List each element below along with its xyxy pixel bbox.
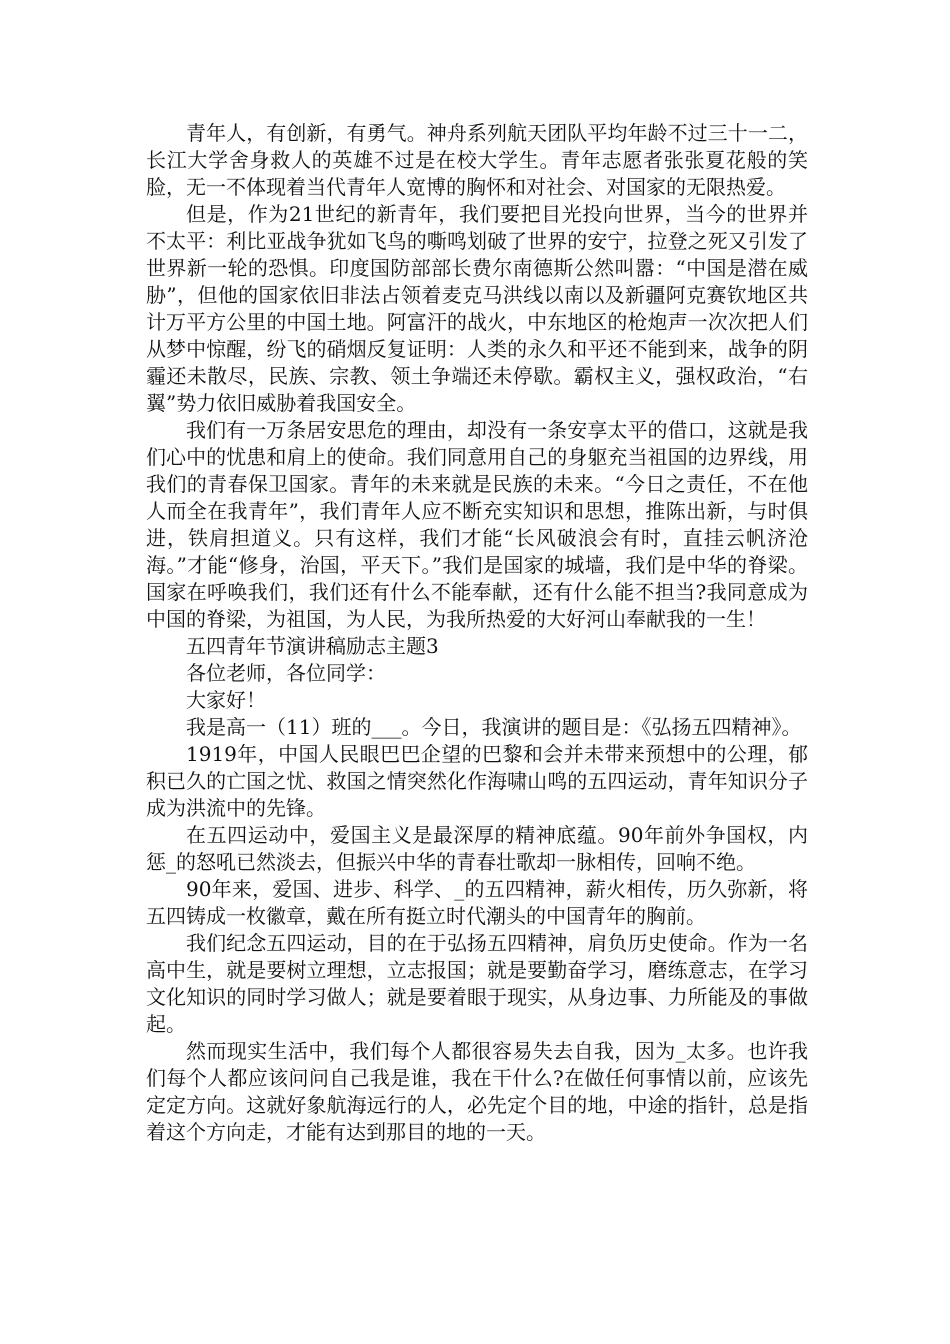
paragraph-1919: 1919年，中国人民眼巴巴企望的巴黎和会并未带来预想中的公理，郁积已久的亡国之忧、救国之情突然化作海啸山鸣的五四运动，青年知识分子成为洪流中的先锋。 — [146, 742, 808, 820]
document-page — [146, 120, 808, 1146]
paragraph-direction: 然而现实生活中，我们每个人都很容易失去自我，因为_太多。也许我们每个人都应该问问自己我是谁，我在干什么?在做任何事情以前，应该先定定方向。这就好象航海远行的人，必先定个目的地，中途的指针，总是指着这个方向走，才能有达到那目的地的一天。 — [146, 1039, 808, 1144]
paragraph-world-not-peaceful: 但是，作为21世纪的新青年，我们要把目光投向世界，当今的世界并不太平：利比亚战争犹如飞鸟的嘶鸣划破了世界的安宁，拉登之死又引发了世界新一轮的恐惧。印度国防部部长费尔南德斯公然叫嚣：“中国是潜在威胁”，但他的国家依旧非法占领着麦克马洪线以南以及新疆阿克赛钦地区共计万平方公里的中国土地。阿富汗的战火，中东地区的枪炮声一次次把人们从梦中惊醒，纷飞的硝烟反复证明：人类的永久和平还不能到来，战争的阴霾还未散尽，民族、宗教、领土争端还未停歇。霸权主义，强权政治，“右翼”势力依旧威胁着我国安全。 — [146, 202, 808, 415]
paragraph-youth-innovation: 青年人，有创新，有勇气。神舟系列航天团队平均年龄不过三十一二，长江大学舍身救人的英雄不过是在校大学生。青年志愿者张张夏花般的笑脸，无一不体现着当代青年人宽博的胸怀和对社会、对国家的无限热爱。 — [146, 121, 808, 199]
paragraph-patriotism: 在五四运动中，爱国主义是最深厚的精神底蕴。90年前外争国权，内惩_的怒吼已然淡去，但振兴中华的青春壮歌却一脉相传，回响不绝。 — [146, 823, 808, 874]
hello-line: 大家好！ — [186, 688, 266, 712]
paragraph-90-years: 90年来，爱国、进步、科学、_的五四精神，薪火相传，历久弥新，将五四铸成一枚徽章，戴在所有挺立时代潮头的中国青年的胸前。 — [146, 877, 808, 928]
section-title: 五四青年节演讲稿励志主题3 — [186, 634, 439, 658]
paragraph-commemorate: 我们纪念五四运动，目的在于弘扬五四精神，肩负历史使命。作为一名高中生，就是要树立理想，立志报国；就是要勤奋学习，磨练意志，在学习文化知识的同时学习做人；就是要着眼于现实，从身边事、力所能及的事做起。 — [146, 931, 808, 1036]
greeting-line: 各位老师，各位同学： — [186, 661, 386, 685]
paragraph-mission: 我们有一万条居安思危的理由，却没有一条安享太平的借口，这就是我们心中的忧患和肩上的使命。我们同意用自己的身躯充当祖国的边界线，用我们的青春保卫国家。青年的未来就是民族的未来。“今日之责任，不在他人而全在我青年”，我们青年人应不断充实知识和思想，推陈出新，与时俱进，铁肩担道义。只有这样，我们才能“长风破浪会有时，直挂云帆济沧海。”才能“修身，治国，平天下。”我们是国家的城墙，我们是中华的脊梁。国家在呼唤我们，我们还有什么不能奉献，还有什么能不担当?我同意成为中国的脊梁，为祖国，为人民，为我所热爱的大好河山奉献我的一生！ — [146, 418, 808, 631]
paragraph-speech-topic: 我是高一（11）班的___。今日，我演讲的题目是：《弘扬五四精神》。 — [186, 715, 802, 739]
